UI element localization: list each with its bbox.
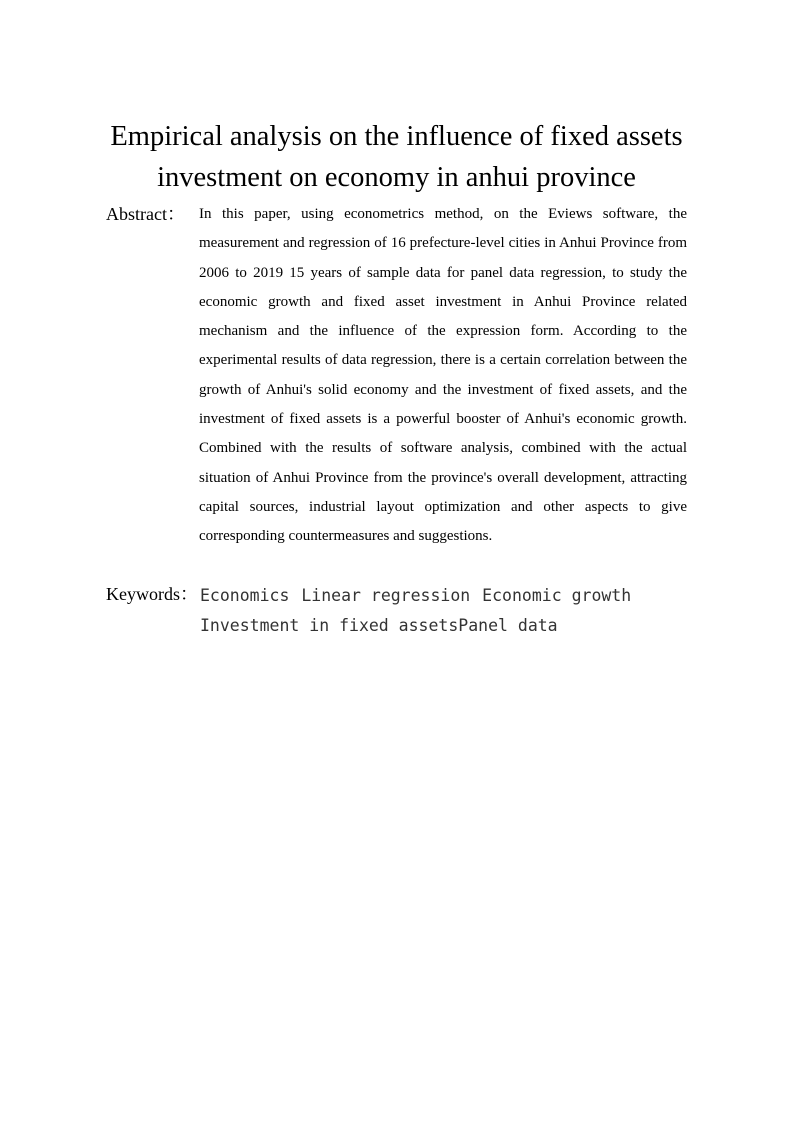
keyword: Panel data [458, 616, 558, 635]
keyword: Economics [200, 586, 290, 605]
abstract-text: In this paper, using econometrics method, on the Eviews software, the measurement and regression of 16 prefecture-level cities in Anhui Province from 2006 to 2019 15 years of sample data for panel data regression, to study the economic growth and fixed asset investment in Anhui Province related mechanism and the influence of the expression form. According to the experimental results of data regression, there is a certain correlation between the growth of Anhui's solid economy and the investment of fixed assets, and the investment of fixed assets is a powerful booster of Anhui's economic growth. Combined with the results of software analysis, combined with the actual situation of Anhui Province from the province's overall development, attracting capital sources, industrial layout optimization and other aspects to give corresponding countermeasures and suggestions. [199, 206, 687, 545]
paper-title: Empirical analysis on the influence of fixed assets investment on economy in anhui province [110, 121, 683, 193]
keywords-list [200, 581, 688, 641]
keyword: Linear regression [301, 586, 471, 605]
keyword: Economic growth [482, 586, 632, 605]
keywords-label: Keywords： [106, 584, 198, 604]
keyword: Investment in fixed assets [200, 616, 459, 635]
abstract-label: Abstract： [106, 204, 185, 224]
